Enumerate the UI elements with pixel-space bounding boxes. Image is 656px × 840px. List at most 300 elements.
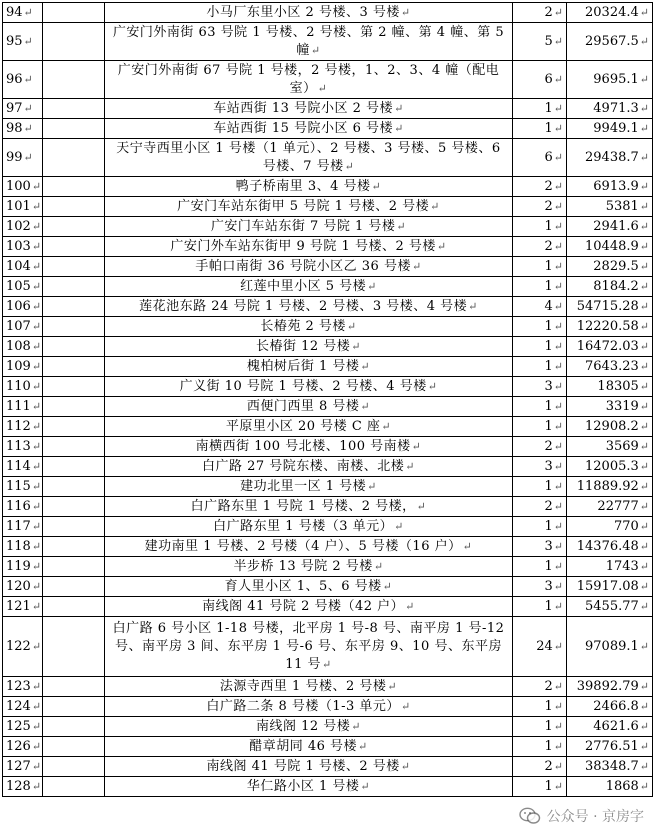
row-number-text: 123 (6, 678, 31, 694)
building-count (513, 737, 567, 757)
building-count-text: 3 (544, 578, 553, 594)
empty-cell (43, 557, 105, 577)
paragraph-mark-icon: ↵ (400, 5, 411, 19)
floor-area-text: 3569 (605, 438, 639, 454)
paragraph-mark-icon: ↵ (639, 359, 649, 373)
table-row (3, 297, 653, 317)
floor-area (567, 597, 653, 617)
paragraph-mark-icon: ↵ (639, 219, 649, 233)
building-name-text: 醋章胡同 46 号楼 (249, 738, 358, 754)
table-row (3, 477, 653, 497)
floor-area-text: 770 (613, 518, 639, 534)
floor-area (567, 217, 653, 237)
paragraph-mark-icon: ↵ (553, 259, 563, 273)
building-name (105, 197, 513, 217)
paragraph-mark-icon: ↵ (553, 679, 563, 693)
building-name (105, 177, 513, 197)
paragraph-mark-icon: ↵ (360, 779, 371, 793)
building-count (513, 677, 567, 697)
table-row (3, 517, 653, 537)
row-number-text: 122 (6, 638, 31, 654)
paragraph-mark-icon: ↵ (639, 72, 649, 86)
building-count-text: 3 (544, 458, 553, 474)
building-count-text: 2 (544, 498, 553, 514)
building-name (105, 457, 513, 477)
building-count-text: 2 (544, 438, 553, 454)
paragraph-mark-icon: ↵ (351, 339, 362, 353)
floor-area (567, 517, 653, 537)
building-name (105, 99, 513, 119)
row-number (3, 737, 43, 757)
building-name-text: 法源寺西里 1 号楼、2 号楼 (219, 678, 387, 694)
floor-area (567, 757, 653, 777)
row-number-text: 119 (6, 558, 31, 574)
empty-cell (43, 577, 105, 597)
row-number-text: 125 (6, 718, 31, 734)
building-name (105, 577, 513, 597)
building-name-text: 车站西街 15 号院小区 6 号楼 (213, 120, 394, 136)
paragraph-mark-icon: ↵ (639, 759, 649, 773)
paragraph-mark-icon: ↵ (31, 499, 42, 513)
row-number (3, 397, 43, 417)
empty-cell (43, 237, 105, 257)
row-number (3, 457, 43, 477)
building-name-text: 半步桥 13 号院 2 号楼 (233, 558, 373, 574)
building-name-text: 西便门西里 8 号楼 (246, 398, 360, 414)
floor-area (567, 119, 653, 139)
floor-area (567, 677, 653, 697)
building-name (105, 417, 513, 437)
building-name-text: 长椿苑 2 号楼 (260, 318, 346, 334)
paragraph-mark-icon: ↵ (394, 121, 404, 135)
paragraph-mark-icon: ↵ (416, 499, 427, 513)
building-count-text: 6 (544, 149, 553, 165)
building-count-text: 1 (544, 258, 553, 274)
building-count (513, 557, 567, 577)
building-name (105, 497, 513, 517)
paragraph-mark-icon: ↵ (468, 299, 478, 313)
paragraph-mark-icon: ↵ (373, 559, 384, 573)
row-number-text: 112 (6, 418, 31, 434)
building-count (513, 597, 567, 617)
row-number-text: 116 (6, 498, 31, 514)
building-name-text: 广安门外车站东街甲 9 号院 1 号楼、2 号楼 (170, 238, 436, 254)
paragraph-mark-icon: ↵ (639, 779, 649, 793)
building-name-text: 平原里小区 20 号楼 C 座 (225, 418, 381, 434)
paragraph-mark-icon: ↵ (639, 239, 649, 253)
paragraph-mark-icon: ↵ (553, 599, 563, 613)
building-name (105, 357, 513, 377)
paragraph-mark-icon: ↵ (639, 639, 649, 653)
row-number (3, 757, 43, 777)
building-count (513, 61, 567, 99)
paragraph-mark-icon: ↵ (358, 739, 368, 753)
row-number-text: 121 (6, 598, 31, 614)
paragraph-mark-icon: ↵ (400, 699, 411, 713)
building-name (105, 397, 513, 417)
building-name (105, 257, 513, 277)
floor-area-text: 54715.28 (576, 298, 639, 314)
paragraph-mark-icon: ↵ (317, 81, 328, 95)
row-number (3, 577, 43, 597)
paragraph-mark-icon: ↵ (31, 679, 42, 693)
floor-area-text: 4621.6 (593, 718, 639, 734)
building-count (513, 697, 567, 717)
building-count-text: 1 (544, 558, 553, 574)
paragraph-mark-icon: ↵ (553, 519, 563, 533)
paragraph-mark-icon: ↵ (31, 419, 42, 433)
paragraph-mark-icon: ↵ (462, 539, 473, 553)
building-count-text: 2 (544, 4, 553, 20)
empty-cell (43, 697, 105, 717)
row-number (3, 337, 43, 357)
table-row (3, 61, 653, 99)
building-count (513, 197, 567, 217)
building-name-text: 白广路东里 1 号院 1 号楼、2 号楼， (190, 498, 416, 514)
paragraph-mark-icon: ↵ (31, 339, 42, 353)
building-name (105, 61, 513, 99)
empty-cell (43, 417, 105, 437)
building-name-text: 手帕口南街 36 号院小区乙 36 号楼 (195, 258, 411, 274)
paragraph-mark-icon: ↵ (31, 699, 42, 713)
row-number-text: 113 (6, 438, 31, 454)
table-row (3, 497, 653, 517)
building-name-text: 育人里小区 1、5、6 号楼 (224, 578, 382, 594)
table-row (3, 357, 653, 377)
paragraph-mark-icon: ↵ (360, 399, 371, 413)
paragraph-mark-icon: ↵ (23, 5, 33, 19)
table-row (3, 23, 653, 61)
building-count-text: 3 (544, 538, 553, 554)
empty-cell (43, 717, 105, 737)
floor-area-text: 29438.7 (585, 149, 639, 165)
table-row (3, 3, 653, 23)
paragraph-mark-icon: ↵ (31, 299, 42, 313)
paragraph-mark-icon: ↵ (553, 101, 563, 115)
empty-cell (43, 737, 105, 757)
building-name-text: 建功北里一区 1 号楼 (240, 478, 367, 494)
empty-cell (43, 757, 105, 777)
building-count-text: 1 (544, 518, 553, 534)
watermark (519, 806, 644, 826)
floor-area (567, 417, 653, 437)
row-number (3, 697, 43, 717)
table-row (3, 197, 653, 217)
building-count (513, 119, 567, 139)
row-number-text: 124 (6, 698, 31, 714)
paragraph-mark-icon: ↵ (553, 419, 563, 433)
row-number (3, 437, 43, 457)
paragraph-mark-icon: ↵ (367, 479, 377, 493)
row-number-text: 101 (6, 198, 31, 214)
building-name-text: 建功南里 1 号楼、2 号楼（4 户）、5 号楼（16 户） (144, 538, 462, 554)
building-name (105, 557, 513, 577)
floor-area (567, 197, 653, 217)
empty-cell (43, 197, 105, 217)
row-number (3, 597, 43, 617)
building-count (513, 777, 567, 797)
floor-area-text: 97089.1 (585, 638, 639, 654)
empty-cell (43, 317, 105, 337)
building-count (513, 3, 567, 23)
floor-area (567, 317, 653, 337)
building-name-text: 槐柏树后街 1 号楼 (246, 358, 360, 374)
floor-area-text: 2829.5 (593, 258, 639, 274)
floor-area (567, 617, 653, 677)
paragraph-mark-icon: ↵ (382, 579, 393, 593)
row-number-text: 108 (6, 338, 31, 354)
paragraph-mark-icon: ↵ (553, 319, 563, 333)
floor-area (567, 577, 653, 597)
building-count-text: 2 (544, 178, 553, 194)
building-count (513, 417, 567, 437)
building-count (513, 457, 567, 477)
paragraph-mark-icon: ↵ (639, 339, 649, 353)
building-name (105, 617, 513, 677)
building-count-text: 1 (544, 100, 553, 116)
building-name (105, 717, 513, 737)
paragraph-mark-icon: ↵ (405, 459, 416, 473)
table-row (3, 397, 653, 417)
floor-area-text: 15917.08 (576, 578, 639, 594)
table-row (3, 697, 653, 717)
paragraph-mark-icon: ↵ (31, 559, 42, 573)
building-count-text: 2 (544, 678, 553, 694)
paragraph-mark-icon: ↵ (639, 150, 649, 164)
paragraph-mark-icon: ↵ (639, 259, 649, 273)
paragraph-mark-icon: ↵ (553, 539, 563, 553)
paragraph-mark-icon: ↵ (639, 299, 649, 313)
paragraph-mark-icon: ↵ (31, 459, 42, 473)
table-row (3, 537, 653, 557)
building-name (105, 337, 513, 357)
building-count (513, 297, 567, 317)
building-name-text: 南线阁 12 号楼 (255, 718, 351, 734)
floor-area-text: 8184.2 (593, 278, 639, 294)
paragraph-mark-icon: ↵ (553, 239, 563, 253)
paragraph-mark-icon: ↵ (23, 121, 33, 135)
building-name-text: 广安门外南街 63 号院 1 号楼、2 号楼、第 2 幢、第 4 幢、第 5 幢 (112, 24, 505, 58)
building-count-text: 24 (536, 638, 553, 654)
building-count-text: 1 (544, 318, 553, 334)
floor-area-text: 20324.4 (585, 4, 639, 20)
wechat-icon (519, 807, 541, 825)
row-number (3, 417, 43, 437)
paragraph-mark-icon: ↵ (427, 379, 438, 393)
building-name (105, 3, 513, 23)
paragraph-mark-icon: ↵ (394, 101, 404, 115)
floor-area-text: 12005.3 (585, 458, 639, 474)
paragraph-mark-icon: ↵ (639, 199, 649, 213)
building-count-text: 2 (544, 758, 553, 774)
empty-cell (43, 257, 105, 277)
building-name (105, 537, 513, 557)
building-name-text: 广安门车站东街甲 5 号院 1 号楼、2 号楼 (177, 198, 430, 214)
empty-cell (43, 177, 105, 197)
floor-area-text: 9695.1 (593, 71, 639, 87)
watermark-text: 公众号 · 京房字 (546, 809, 644, 825)
table-row (3, 99, 653, 119)
building-name-text: 广义街 10 号院 1 号楼、2 号楼、4 号楼 (179, 378, 427, 394)
row-number (3, 119, 43, 139)
floor-area-text: 16472.03 (576, 338, 639, 354)
paragraph-mark-icon: ↵ (31, 479, 42, 493)
row-number-text: 110 (6, 378, 31, 394)
row-number-text: 126 (6, 738, 31, 754)
building-name (105, 377, 513, 397)
paragraph-mark-icon: ↵ (31, 259, 42, 273)
row-number (3, 297, 43, 317)
paragraph-mark-icon: ↵ (553, 72, 563, 86)
row-number-text: 117 (6, 518, 31, 534)
building-name (105, 777, 513, 797)
empty-cell (43, 297, 105, 317)
paragraph-mark-icon: ↵ (31, 759, 42, 773)
paragraph-mark-icon: ↵ (553, 121, 563, 135)
floor-area-text: 5455.77 (585, 598, 639, 614)
building-count-text: 1 (544, 598, 553, 614)
empty-cell (43, 61, 105, 99)
building-count-text: 4 (544, 298, 553, 314)
row-number (3, 497, 43, 517)
row-number-text: 118 (6, 538, 31, 554)
paragraph-mark-icon: ↵ (553, 299, 563, 313)
paragraph-mark-icon: ↵ (310, 43, 321, 57)
empty-cell (43, 277, 105, 297)
paragraph-mark-icon: ↵ (639, 5, 649, 19)
building-count-text: 1 (544, 478, 553, 494)
floor-area-text: 4971.3 (593, 100, 639, 116)
empty-cell (43, 777, 105, 797)
row-number (3, 177, 43, 197)
table-row (3, 417, 653, 437)
building-count (513, 577, 567, 597)
paragraph-mark-icon: ↵ (553, 479, 563, 493)
paragraph-mark-icon: ↵ (351, 719, 362, 733)
paragraph-mark-icon: ↵ (430, 199, 440, 213)
paragraph-mark-icon: ↵ (553, 759, 563, 773)
floor-area (567, 257, 653, 277)
paragraph-mark-icon: ↵ (31, 279, 42, 293)
table-row (3, 337, 653, 357)
row-number (3, 3, 43, 23)
building-name (105, 757, 513, 777)
building-count-text: 1 (544, 398, 553, 414)
table-row (3, 177, 653, 197)
building-name (105, 517, 513, 537)
row-number (3, 23, 43, 61)
row-number-text: 114 (6, 458, 31, 474)
building-name (105, 23, 513, 61)
row-number-text: 127 (6, 758, 31, 774)
building-count-text: 1 (544, 778, 553, 794)
building-name-text: 天宁寺西里小区 1 号楼（1 单元）、2 号楼、3 号楼、5 号楼、6 号楼、7 号楼 (116, 140, 501, 174)
row-number-text: 99 (6, 149, 23, 165)
row-number (3, 777, 43, 797)
paragraph-mark-icon: ↵ (553, 399, 563, 413)
paragraph-mark-icon: ↵ (553, 219, 563, 233)
paragraph-mark-icon: ↵ (553, 499, 563, 513)
paragraph-mark-icon: ↵ (639, 419, 649, 433)
paragraph-mark-icon: ↵ (31, 579, 42, 593)
row-number (3, 717, 43, 737)
table-row (3, 617, 653, 677)
paragraph-mark-icon: ↵ (639, 379, 649, 393)
floor-area (567, 497, 653, 517)
paragraph-mark-icon: ↵ (371, 179, 382, 193)
building-name-text: 华仁路小区 1 号楼 (246, 778, 360, 794)
paragraph-mark-icon: ↵ (639, 101, 649, 115)
floor-area-text: 18305 (597, 378, 639, 394)
empty-cell (43, 517, 105, 537)
row-number-text: 94 (6, 4, 23, 20)
row-number-text: 95 (6, 33, 23, 49)
row-number-text: 102 (6, 218, 31, 234)
building-name-text: 白广路二条 8 号楼（1-3 单元） (206, 698, 400, 714)
building-count-text: 1 (544, 278, 553, 294)
building-name (105, 119, 513, 139)
row-number (3, 61, 43, 99)
floor-area (567, 777, 653, 797)
table-row (3, 777, 653, 797)
building-name (105, 297, 513, 317)
table-row (3, 237, 653, 257)
empty-cell (43, 437, 105, 457)
paragraph-mark-icon: ↵ (639, 319, 649, 333)
paragraph-mark-icon: ↵ (31, 779, 42, 793)
floor-area-text: 10448.9 (585, 238, 639, 254)
table-row (3, 277, 653, 297)
floor-area-text: 1743 (605, 558, 639, 574)
building-name (105, 597, 513, 617)
floor-area-text: 1868 (605, 778, 639, 794)
row-number-text: 111 (6, 398, 31, 414)
paragraph-mark-icon: ↵ (411, 439, 422, 453)
table-row (3, 597, 653, 617)
row-number (3, 99, 43, 119)
floor-area (567, 437, 653, 457)
paragraph-mark-icon: ↵ (553, 150, 563, 164)
building-name (105, 139, 513, 177)
building-name-text: 广安门外南街 67 号院 1 号楼，2 号楼，1、2、3、4 幢（配电室） (117, 62, 500, 96)
paragraph-mark-icon: ↵ (553, 359, 563, 373)
paragraph-mark-icon: ↵ (639, 739, 649, 753)
building-name-text: 红莲中里小区 5 号楼 (240, 278, 367, 294)
empty-cell (43, 477, 105, 497)
floor-area (567, 139, 653, 177)
floor-area-text: 11889.92 (576, 478, 639, 494)
row-number (3, 237, 43, 257)
floor-area-text: 3319 (605, 398, 639, 414)
building-count (513, 357, 567, 377)
building-count (513, 23, 567, 61)
row-number (3, 277, 43, 297)
empty-cell (43, 99, 105, 119)
paragraph-mark-icon: ↵ (639, 399, 649, 413)
paragraph-mark-icon: ↵ (553, 739, 563, 753)
paragraph-mark-icon: ↵ (31, 519, 42, 533)
building-name-text: 南线阁 41 号院 2 号楼（42 户） (202, 598, 405, 614)
floor-area-text: 22777 (597, 498, 639, 514)
floor-area (567, 337, 653, 357)
table-row (3, 119, 653, 139)
building-name (105, 237, 513, 257)
building-count (513, 377, 567, 397)
row-number (3, 517, 43, 537)
empty-cell (43, 139, 105, 177)
paragraph-mark-icon: ↵ (639, 439, 649, 453)
paragraph-mark-icon: ↵ (23, 34, 33, 48)
